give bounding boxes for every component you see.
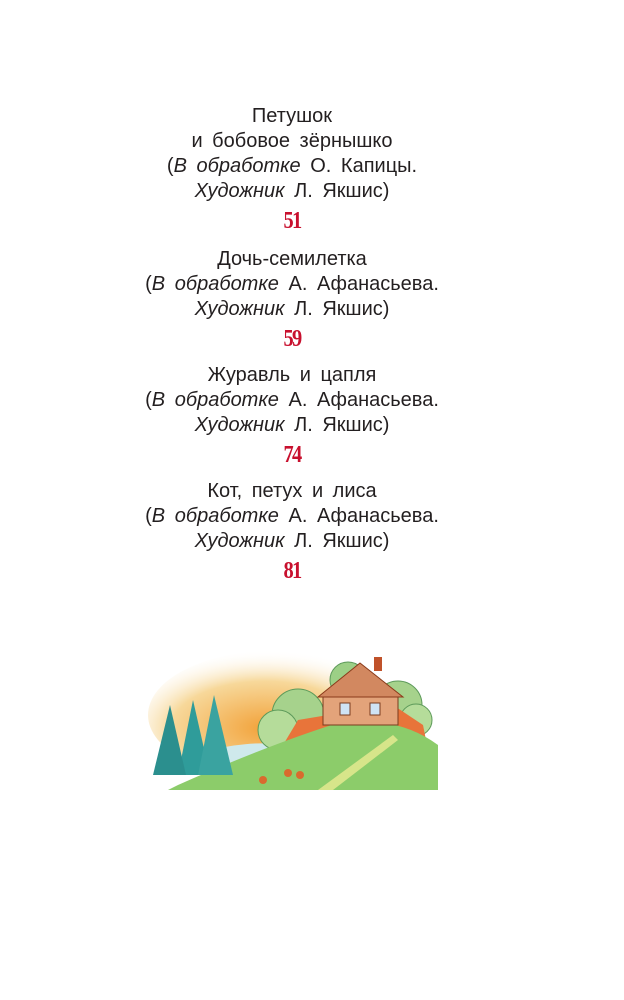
artist-label: Художник [194, 180, 285, 202]
entry-credits: (В обработке А. Афанасьева. [145, 273, 439, 295]
page-number[interactable]: 59 [283, 326, 301, 352]
entry-credits: (В обработке А. Афанасьева. [145, 389, 439, 411]
artist-label: Художник [194, 530, 285, 552]
entry-title: Кот, петух и лиса [207, 480, 377, 502]
entry-credits: (В обработке А. Афанасьева. [145, 505, 439, 527]
window [340, 703, 350, 715]
artist-label: Художник [194, 298, 285, 320]
artist-name: Л. Якшис) [294, 414, 390, 436]
adapted-label: В обработке [151, 505, 279, 527]
adapted-label: В обработке [151, 389, 279, 411]
adapted-by: О. Капицы. [310, 155, 418, 177]
chimney [374, 657, 382, 671]
adapted-label: В обработке [173, 155, 301, 177]
adapted-by: А. Афанасьева. [288, 273, 439, 295]
flower [284, 769, 292, 777]
artist-name: Л. Якшис) [294, 530, 390, 552]
toc-entry [0, 363, 584, 470]
house-wall [323, 695, 398, 725]
flower [296, 771, 304, 779]
artist-name: Л. Якшис) [294, 180, 390, 202]
entry-credits: (В обработке О. Капицы. [166, 155, 418, 177]
toc-entry [0, 247, 584, 354]
artist-name: Л. Якшис) [294, 298, 390, 320]
adapted-by: А. Афанасьева. [288, 389, 439, 411]
entry-artist [0, 529, 584, 554]
toc-entry [0, 479, 584, 586]
entry-title: и бобовое зёрнышко [191, 130, 393, 152]
page-number[interactable]: 51 [283, 208, 301, 234]
entry-artist [0, 179, 584, 204]
artist-label: Художник [194, 414, 285, 436]
entry-artist [0, 297, 584, 322]
entry-title: Дочь-семилетка [217, 248, 367, 270]
flower [259, 776, 267, 784]
entry-title: Журавль и цапля [207, 364, 377, 386]
entry-title: Петушок [251, 105, 333, 127]
page-number[interactable]: 81 [283, 558, 301, 584]
house-on-hill-illustration [148, 645, 438, 790]
adapted-label: В обработке [151, 273, 279, 295]
adapted-by: А. Афанасьева. [288, 505, 439, 527]
entry-artist [0, 413, 584, 438]
toc-entry [0, 104, 584, 236]
window [370, 703, 380, 715]
page-number[interactable]: 74 [283, 442, 301, 468]
